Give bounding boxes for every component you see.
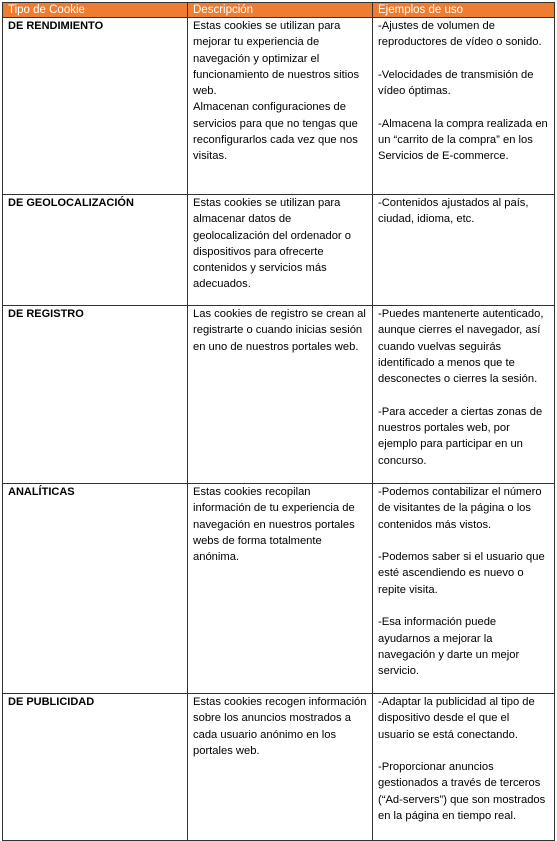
table-row-geolocalizacion bbox=[3, 195, 555, 306]
example-item: -Ajustes de volumen de reproductores de vídeo o sonido. bbox=[378, 20, 542, 49]
cookie-type: DE REGISTRO bbox=[3, 306, 188, 484]
description-paragraph: Estas cookies se utilizan para mejorar tu experiencia de navegación y optimizar el funcionamiento de nuestros sitios web. bbox=[193, 20, 360, 98]
cookie-examples bbox=[373, 484, 555, 694]
example-item: -Velocidades de transmisión de vídeo óptimas. bbox=[378, 68, 534, 98]
header-ejemplos-de-uso: Ejemplos de uso bbox=[373, 3, 555, 18]
example-item: -Proporcionar anuncios gestionados a través de terceros (“Ad-servers”) que son mostrados en la página en tiempo real. bbox=[378, 761, 546, 823]
cookie-description bbox=[188, 306, 373, 484]
example-item: -Almacena la compra realizada en un “carrito de la compra” en los Servicios de E-commerce. bbox=[378, 117, 548, 163]
description-paragraph: Almacenan configuraciones de servicios para que no tengas que reconfigurarlos cada vez que nos visitas. bbox=[193, 101, 358, 163]
table-row-rendimiento bbox=[3, 18, 555, 195]
description-paragraph: Las cookies de registro se crean al registrarte o cuando inicias sesión en uno de nuestros portales web. bbox=[193, 308, 366, 353]
description-paragraph: Estas cookies se utilizan para almacenar datos de geolocalización del ordenador o dispositivos para ofrecerte contenidos y servicios más adecuados. bbox=[193, 197, 351, 291]
example-item: -Para acceder a ciertas zonas de nuestros portales web, por ejemplo para participar en un concurso. bbox=[378, 405, 543, 467]
cookie-table bbox=[2, 2, 555, 841]
table-row-registro bbox=[3, 306, 555, 484]
example-item: -Podemos contabilizar el número de visitantes de la página o los contenidos más vistos. bbox=[378, 486, 542, 531]
description-paragraph: Estas cookies recogen información sobre los anuncios mostrados a cada usuario anónimo en los portales web. bbox=[193, 696, 367, 757]
table-row-publicidad bbox=[3, 694, 555, 841]
example-item: -Puedes mantenerte autenticado, aunque cierres el navegador, así cuando vuelvas seguirás identificado a menos que te desconectes o cierres la sesión. bbox=[378, 308, 544, 386]
cookie-type: DE RENDIMIENTO bbox=[3, 18, 188, 195]
description-paragraph: Estas cookies recopilan información de tu experiencia de navegación en nuestros portales webs de forma totalmente anónima. bbox=[193, 486, 355, 564]
cookie-description bbox=[188, 484, 373, 694]
header-tipo-de-cookie: Tipo de Cookie bbox=[3, 3, 188, 18]
example-item: -Adaptar la publicidad al tipo de dispositivo desde el que el usuario se está conectando. bbox=[378, 696, 535, 741]
cookie-type: DE PUBLICIDAD bbox=[3, 694, 188, 841]
cookie-examples bbox=[373, 195, 555, 306]
cookie-description bbox=[188, 195, 373, 306]
cookie-type: DE GEOLOCALIZACIÓN bbox=[3, 195, 188, 306]
cookie-description bbox=[188, 694, 373, 841]
table-row-analiticas bbox=[3, 484, 555, 694]
cookie-description bbox=[188, 18, 373, 195]
cookie-type: ANALÍTICAS bbox=[3, 484, 188, 694]
example-item: -Podemos saber si el usuario que esté ascendiendo es nuevo o repite visita. bbox=[378, 551, 545, 596]
cookie-examples bbox=[373, 306, 555, 484]
header-descripcion: Descripción bbox=[188, 3, 373, 18]
table-header-row bbox=[3, 3, 555, 18]
example-item: -Contenidos ajustados al país, ciudad, idioma, etc. bbox=[378, 197, 529, 226]
example-item: -Esa información puede ayudarnos a mejorar la navegación y darte un mejor servicio. bbox=[378, 616, 520, 678]
cookie-examples bbox=[373, 694, 555, 841]
cookie-examples bbox=[373, 18, 555, 195]
